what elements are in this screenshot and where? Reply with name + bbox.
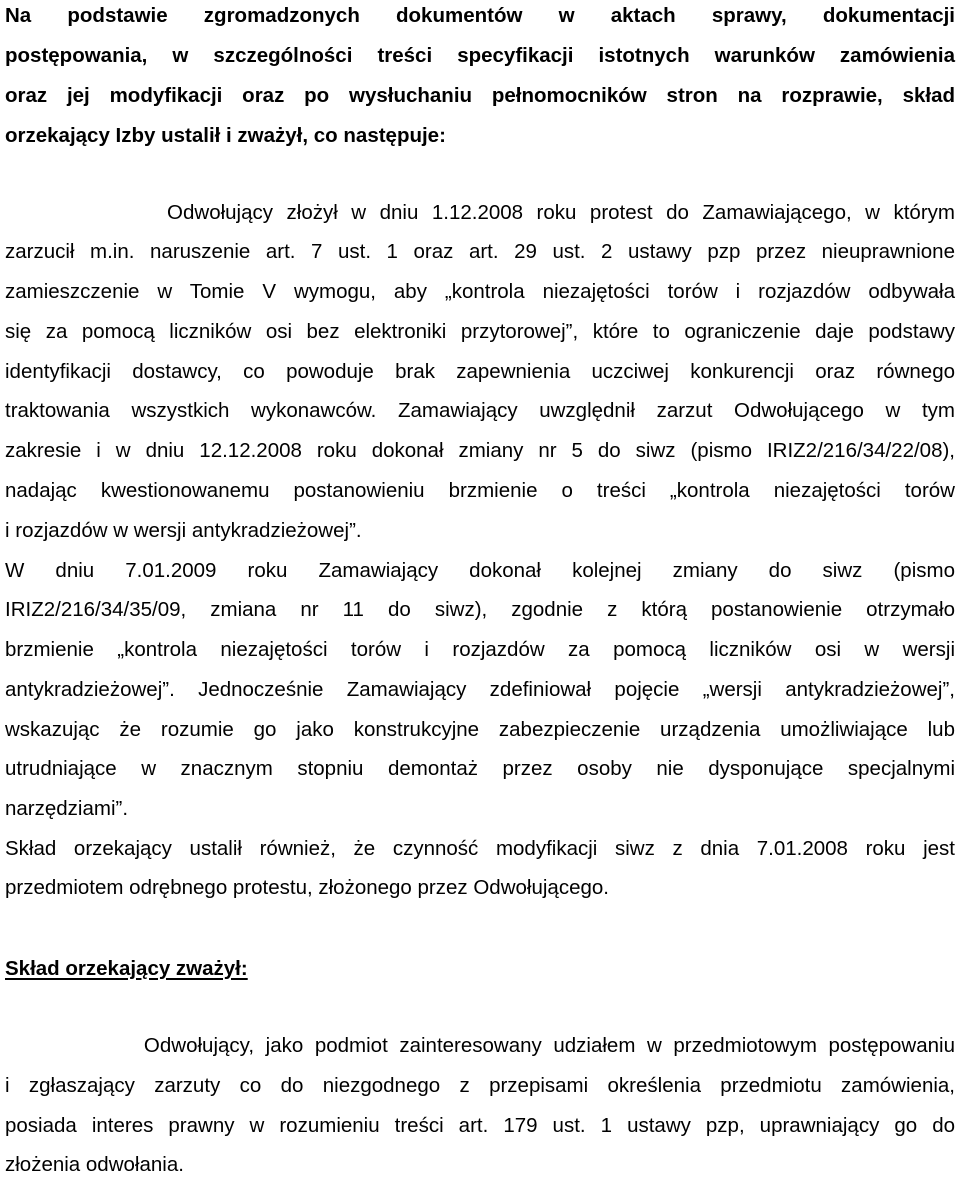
- change-line-6: utrudniające w znacznym stopniu demontaż przez osoby nie dysponujące specjalnymi: [5, 757, 955, 780]
- heading-considered: Skład orzekający zważył:: [5, 957, 248, 980]
- separate-line-2: przedmiotem odrębnego protestu, złożonego przez Odwołującego.: [5, 876, 609, 899]
- protest-line-2: zarzucił m.in. naruszenie art. 7 ust. 1 oraz art. 29 ust. 2 ustawy pzp przez nieuprawnione: [5, 240, 955, 263]
- change-line-7: narzędziami”.: [5, 797, 129, 820]
- intro-line-4: orzekający Izby ustalił i zważył, co następuje:: [5, 124, 446, 147]
- change-line-1: W dniu 7.01.2009 roku Zamawiający dokonał kolejnej zmiany do siwz (pismo: [5, 559, 955, 582]
- standing-line-2: i zgłaszający zarzuty co do niezgodnego z przepisami określenia przedmiotu zamówienia,: [5, 1074, 955, 1097]
- intro-line-1: Na podstawie zgromadzonych dokumentów w aktach sprawy, dokumentacji: [5, 4, 955, 27]
- intro-line-2: postępowania, w szczególności treści specyfikacji istotnych warunków zamówienia: [5, 44, 955, 67]
- protest-line-7: zakresie i w dniu 12.12.2008 roku dokonał zmiany nr 5 do siwz (pismo IRIZ2/216/34/22/08),: [5, 439, 955, 462]
- protest-line-8: nadając kwestionowanemu postanowieniu brzmienie o treści „kontrola niezajętości torów: [5, 479, 955, 502]
- protest-line-1: Odwołujący złożył w dniu 1.12.2008 roku protest do Zamawiającego, w którym: [5, 201, 955, 224]
- change-line-3: brzmienie „kontrola niezajętości torów i rozjazdów za pomocą liczników osi w wersji: [5, 638, 955, 661]
- intro-line-3: oraz jej modyfikacji oraz po wysłuchaniu pełnomocników stron na rozprawie, skład: [5, 84, 955, 107]
- change-line-5: wskazując że rozumie go jako konstrukcyjne zabezpieczenie urządzenia umożliwiające lub: [5, 718, 955, 741]
- protest-line-6: traktowania wszystkich wykonawców. Zamawiający uwzględnił zarzut Odwołującego w tym: [5, 399, 955, 422]
- standing-line-1: Odwołujący, jako podmiot zainteresowany udziałem w przedmiotowym postępowaniu: [5, 1034, 955, 1057]
- change-line-2: IRIZ2/216/34/35/09, zmiana nr 11 do siwz), zgodnie z którą postanowienie otrzymało: [5, 598, 955, 621]
- protest-line-3: zamieszczenie w Tomie V wymogu, aby „kontrola niezajętości torów i rozjazdów odbywała: [5, 280, 955, 303]
- protest-line-4: się za pomocą liczników osi bez elektroniki przytorowej”, które to ograniczenie daje podstawy: [5, 320, 955, 343]
- separate-line-1: Skład orzekający ustalił również, że czynność modyfikacji siwz z dnia 7.01.2008 roku jest: [5, 837, 955, 860]
- protest-line-9: i rozjazdów w wersji antykradzieżowej”.: [5, 519, 362, 542]
- standing-line-4: złożenia odwołania.: [5, 1153, 184, 1176]
- change-line-4: antykradzieżowej”. Jednocześnie Zamawiający zdefiniował pojęcie „wersji antykradzieżowej”,: [5, 678, 955, 701]
- standing-line-3: posiada interes prawny w rozumieniu treści art. 179 ust. 1 ustawy pzp, uprawniający go do: [5, 1114, 955, 1137]
- protest-line-5: identyfikacji dostawcy, co powoduje brak zapewnienia uczciwej konkurencji oraz równego: [5, 360, 955, 383]
